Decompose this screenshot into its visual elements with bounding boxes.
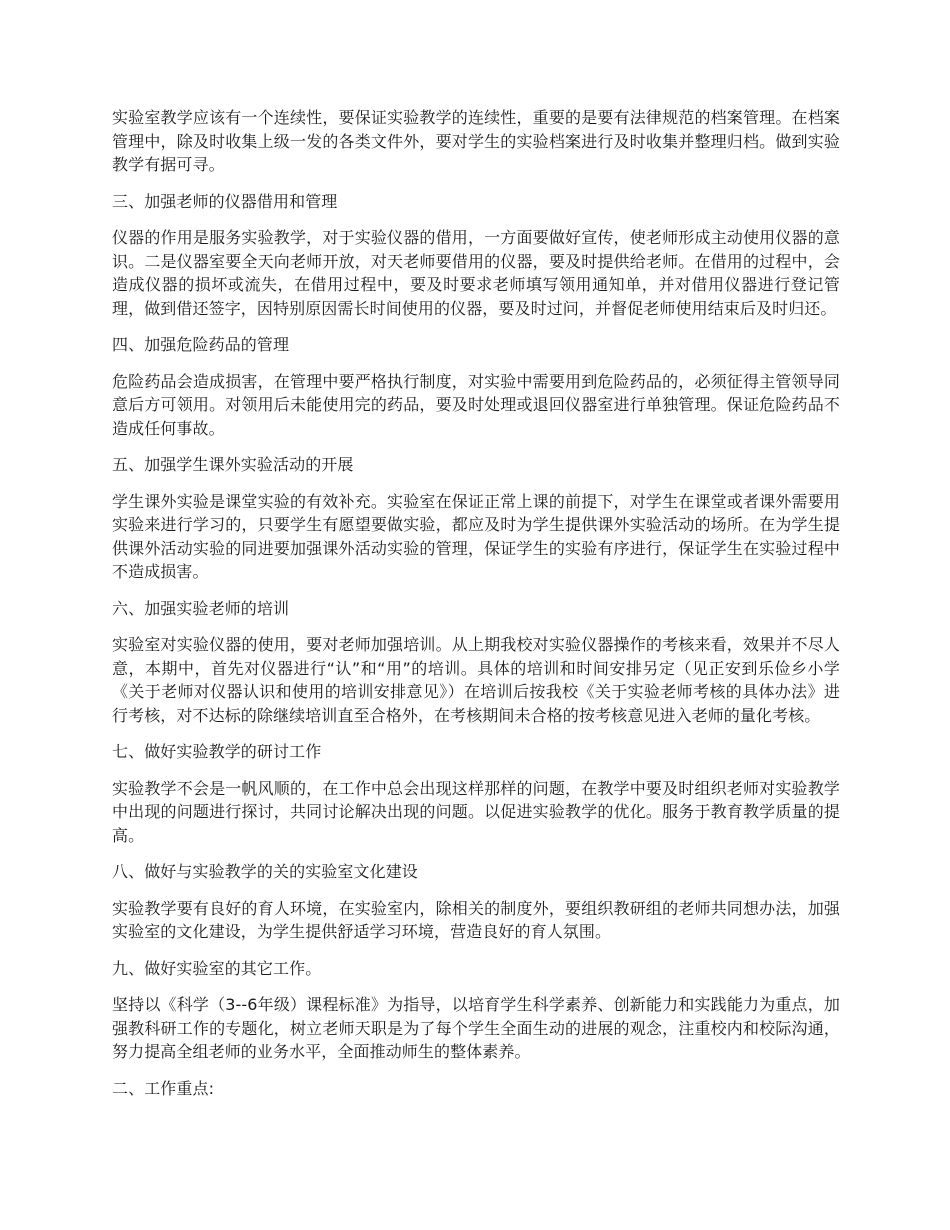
paragraph-extracurricular-experiments: 学生课外实验是课堂实验的有效补充。实验室在保证正常上课的前提下，对学生在课堂或者课外需要用实验来进行学习的，只要学生有愿望要做实验，都应及时为学生提供课外实验活动的场所。在为学生提供课外活动实验的同进要加强课外活动实验的管理，保证学生的实验有序进行，保证学生在实验过程中不造成损害。 [112,491,840,581]
document-page [112,106,840,1113]
paragraph-hazardous-chemicals: 危险药品会造成损害，在管理中要严格执行制度，对实验中需要用到危险药品的，必须征得主管领导同意后方可领用。对领用后未能使用完的药品，要及时处理或退回仪器室进行单独管理。保证危险药品不造成任何事故。 [112,371,840,438]
heading-teaching-research: 七、做好实验教学的研讨工作 [112,742,322,761]
heading-lab-culture: 八、做好与实验教学的关的实验室文化建设 [112,862,418,881]
heading-instrument-borrowing: 三、加强老师的仪器借用和管理 [112,191,338,211]
paragraph-instrument-borrowing: 仪器的作用是服务实验教学，对于实验仪器的借用，一方面要做好宣传，使老师形成主动使用仪器的意识。二是仪器室要全天向老师开放，对天老师要借用的仪器，要及时提供给老师。在借用的过程中，会造成仪器的损坏或流失，在借用过程中，要及时要求老师填写领用通知单，并对借用仪器进行登记管理，做到借还签字，因特别原因需长时间使用的仪器，要及时过问，并督促老师使用结束后及时归还。 [112,228,840,318]
paragraph-teacher-training: 实验室对实验仪器的使用，要对老师加强培训。从上期我校对实验仪器操作的考核来看，效果并不尽人意，本期中，首先对仪器进行“认”和“用”的培训。具体的培训和时间安排另定（见正安到乐俭乡小学《关于老师对仪器认识和使用的培训安排意见》）在培训后按我校《关于实验老师考核的具体办法》进行考核，对不达标的除继续培训直至合格外，在考核期间未合格的按考核意见进入老师的量化考核。 [112,635,840,725]
heading-other-work: 九、做好实验室的其它工作。 [112,958,322,978]
heading-hazardous-chemicals: 四、加强危险药品的管理 [112,335,290,354]
heading-teacher-training: 六、加强实验老师的培训 [112,598,290,618]
heading-extracurricular-experiments: 五、加强学生课外实验活动的开展 [112,455,354,474]
paragraph-other-work: 坚持以《科学（3--6年级）课程标准》为指导，以培育学生科学素养、创新能力和实践能力为重点，加强教科研工作的专题化，树立老师天职是为了每个学生全面生动的进展的观念，注重校内和校际沟通，努力提高全组老师的业务水平，全面推动师生的整体素养。 [112,995,840,1061]
paragraph-lab-culture: 实验教学要有良好的育人环境，在实验室内，除相关的制度外，要组织教研组的老师共同想办法，加强实验室的文化建设，为学生提供舒适学习环境，营造良好的育人氛围。 [112,898,840,941]
heading-work-focus: 二、工作重点: [112,1078,215,1098]
paragraph-archive-management: 实验室教学应该有一个连续性，要保证实验教学的连续性，重要的是要有法律规范的档案管理。在档案管理中，除及时收集上级一发的各类文件外，要对学生的实验档案进行及时收集并整理归档。做到实验教学有据可寻。 [112,108,840,174]
paragraph-teaching-research: 实验教学不会是一帆风顺的，在工作中总会出现这样那样的问题，在教学中要及时组织老师对实验教学中出现的问题进行探讨，共同讨论解决出现的问题。以促进实验教学的优化。服务于教育教学质量的提高。 [112,778,840,845]
